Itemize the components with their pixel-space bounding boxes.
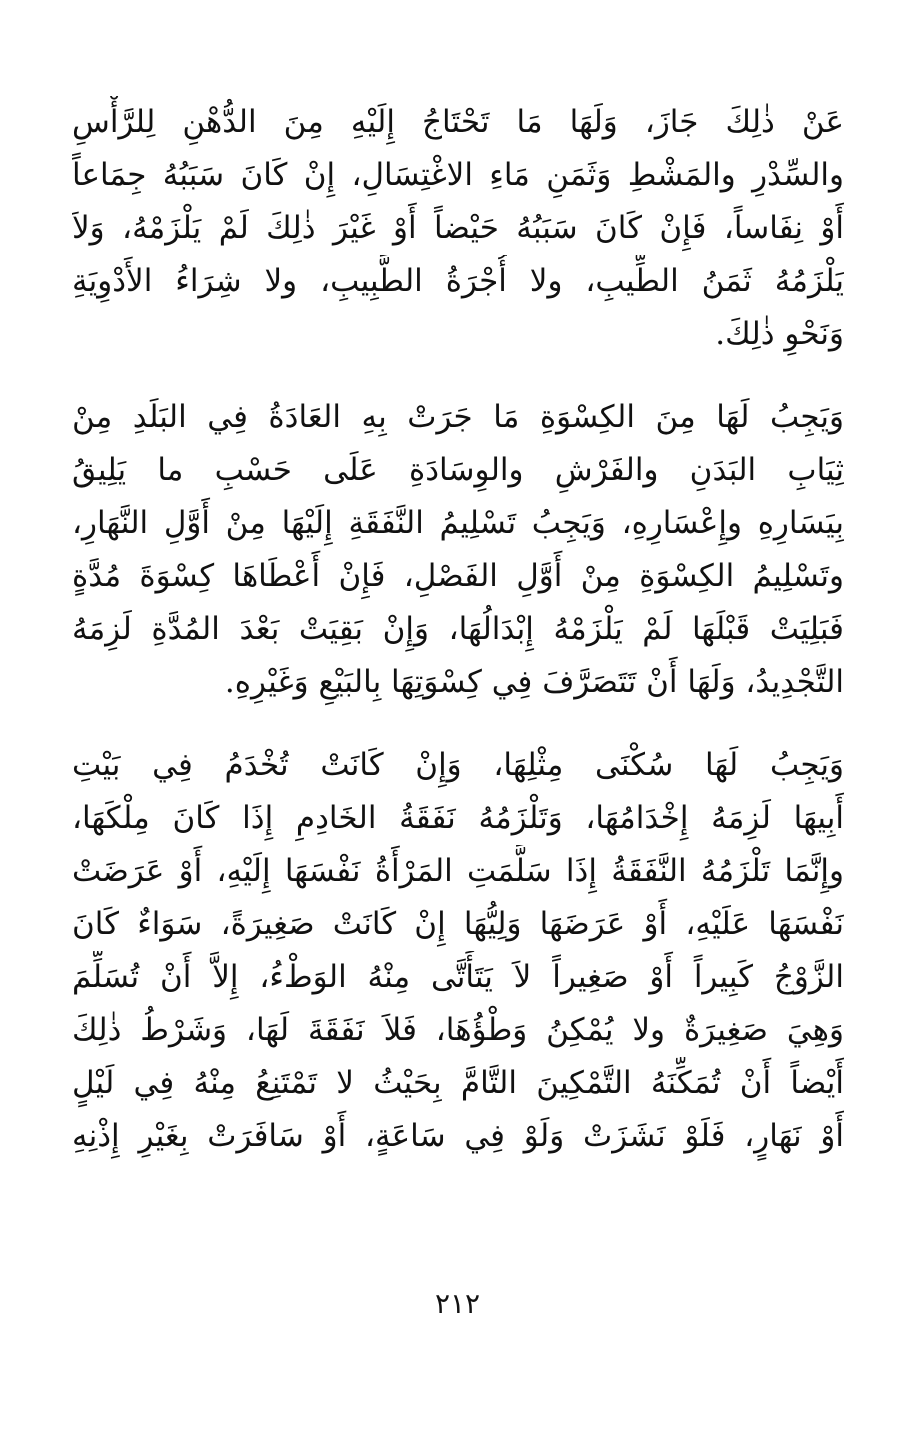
paragraph-2 [72,391,844,709]
text-line: التَّجْدِيدُ، وَلَهَا أَنْ تَتَصَرَّفَ فِي كِسْوَتِهَا بِالبَيْعِ وَغَيْرِهِ. [224,664,844,700]
text-line: أَوْ نِفَاساً، فَإِنْ كَانَ سَبَبُهُ حَيْضاً أَوْ غَيْرَ ذٰلِكَ لَمْ يَلْزَمْهُ، وَلاَ [72,210,844,246]
text-line: أَبِيهَا لَزِمَهُ إِخْدَامُهَا، وَتَلْزَمُهُ نَفَقَةُ الخَادِمِ إِذَا كَانَ مِلْكَهَا، [72,800,844,836]
text-line: يَلْزَمُهُ ثَمَنُ الطِّيبِ، ولا أُجْرَةُ الطَّبِيبِ، ولا شِرَاءُ الأَدْوِيَةِ [72,263,844,299]
paragraph-gap [72,709,844,739]
text-line: نَفْسَهَا عَلَيْهِ، أَوْ عَرَضَهَا وَلِيُّهَا إِنْ كَانَتْ صَغِيرَةً، سَوَاءٌ كَانَ [72,906,844,942]
text-line: عَنْ ذٰلِكَ جَازَ، وَلَهَا مَا تَحْتَاجُ إِلَيْهِ مِنَ الدُّهْنِ لِلرَّأْسِ [72,104,844,140]
page-number: ٢١٢ [434,1287,481,1320]
text-line: وإِنَّمَا تَلْزَمُهُ النَّفَقَةُ إِذَا سَلَّمَتِ المَرْأَةُ نَفْسَهَا إِلَيْهِ، أَوْ عَرَضَتْ [72,853,844,889]
text-line: أَيْضاً أَنْ تُمَكِّنَهُ التَّمْكِينَ التَّامَّ بِحَيْثُ لا تَمْتَنِعُ مِنْهُ فِي لَيْلٍ [72,1065,844,1101]
paragraph-1 [72,96,844,361]
text-line: الزَّوْجُ كَبِيراً أَوْ صَغِيراً لاَ يَتَأَتَّى مِنْهُ الوَطْءُ، إِلاَّ أَنْ تُسَلِّمَ [72,959,844,995]
paragraph-3 [72,739,844,1163]
text-line: وتَسْلِيمُ الكِسْوَةِ مِنْ أَوَّلِ الفَصْلِ، فَإِنْ أَعْطَاهَا كِسْوَةَ مُدَّةٍ [72,558,844,594]
text-line: والسِّدْرِ والمَشْطِ وَثَمَنِ مَاءِ الاغْتِسَالِ، إِنْ كَانَ سَبَبُهُ جِمَاعاً [72,157,844,193]
text-line: بِيَسَارِهِ وإِعْسَارِهِ، وَيَجِبُ تَسْلِيمُ النَّفَقَةِ إِلَيْهَا مِنْ أَوَّلِ النَّهَارِ، [72,505,844,541]
page-body [72,96,844,1163]
text-line: وَنَحْوِ ذٰلِكَ. [715,316,844,352]
paragraph-gap [72,361,844,391]
text-line: وَهِيَ صَغِيرَةٌ ولا يُمْكِنُ وَطْؤُهَا، فَلاَ نَفَقَةَ لَهَا، وَشَرْطُ ذٰلِكَ [72,1012,844,1048]
text-line: وَيَجِبُ لَهَا مِنَ الكِسْوَةِ مَا جَرَتْ بِهِ العَادَةُ فِي البَلَدِ مِنْ [72,399,844,435]
text-line: ثِيَابِ البَدَنِ والفَرْشِ والوِسَادَةِ عَلَى حَسْبِ ما يَلِيقُ [72,452,844,488]
text-line: أَوْ نَهَارٍ، فَلَوْ نَشَزَتْ وَلَوْ فِي سَاعَةٍ، أَوْ سَافَرَتْ بِغَيْرِ إِذْنِهِ [72,1118,844,1154]
text-line: وَيَجِبُ لَهَا سُكْنَى مِثْلِهَا، وَإِنْ كَانَتْ تُخْدَمُ فِي بَيْتِ [72,747,844,783]
text-line: فَبَلِيَتْ قَبْلَهَا لَمْ يَلْزَمْهُ إِبْدَالُهَا، وَإِنْ بَقِيَتْ بَعْدَ المُدَّةِ لَزِمَهُ [72,611,844,647]
